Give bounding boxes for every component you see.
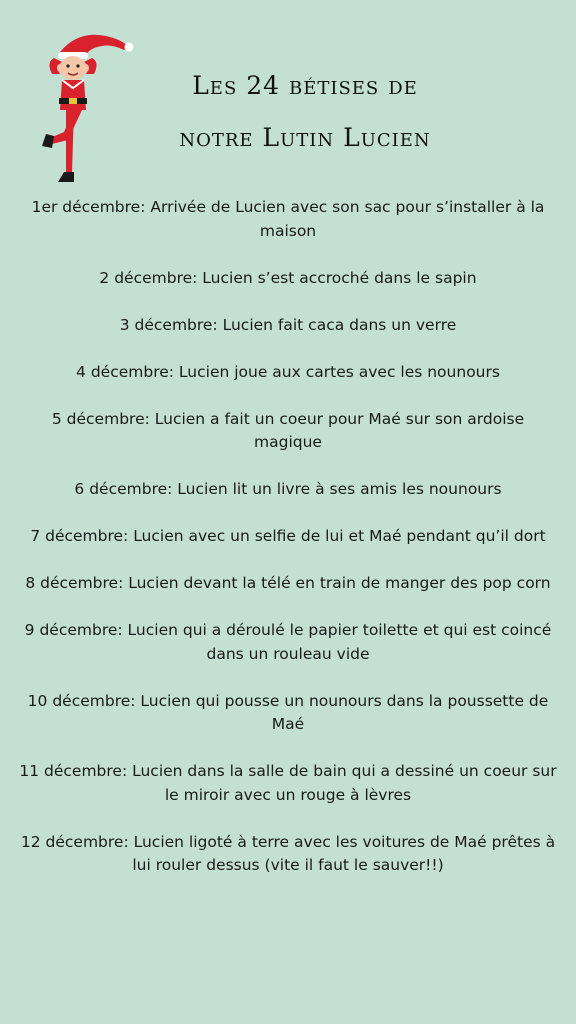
title-line-2: notre Lutin Lucien [179,123,431,152]
list-item: 10 décembre: Lucien qui pousse un nounours dans la poussette de Maé [27,691,549,733]
list-item: 1er décembre: Arrivée de Lucien avec son sac pour s’installer à la maison [31,198,545,240]
list-item: 6 décembre: Lucien lit un livre à ses amis les nounours [74,480,502,498]
page-title [150,60,460,164]
list-item: 5 décembre: Lucien a fait un coeur pour Maé sur son ardoise magique [51,409,525,451]
list-item: 2 décembre: Lucien s’est accroché dans le sapin [99,268,477,287]
list-item: 8 décembre: Lucien devant la télé en train de manger des pop corn [25,574,551,592]
list-item: 11 décembre: Lucien dans la salle de bain qui a dessiné un coeur sur le miroir avec un rouge à lèvres [19,762,557,804]
elf-icon [28,22,138,192]
list-item: 9 décembre: Lucien qui a déroulé le papier toilette et qui est coincé dans un rouleau vide [24,621,552,663]
list-item: 4 décembre: Lucien joue aux cartes avec les nounours [76,362,500,381]
title-line-1: Les 24 bétises de [192,71,418,100]
list-item: 7 décembre: Lucien avec un selfie de lui et Maé pendant qu’il dort [30,527,546,545]
mischief-list [18,196,558,901]
list-item: 12 décembre: Lucien ligoté à terre avec les voitures de Maé prêtes à lui rouler dessus (vite il faut le sauver!!) [20,832,556,874]
list-item: 3 décembre: Lucien fait caca dans un verre [119,315,457,334]
